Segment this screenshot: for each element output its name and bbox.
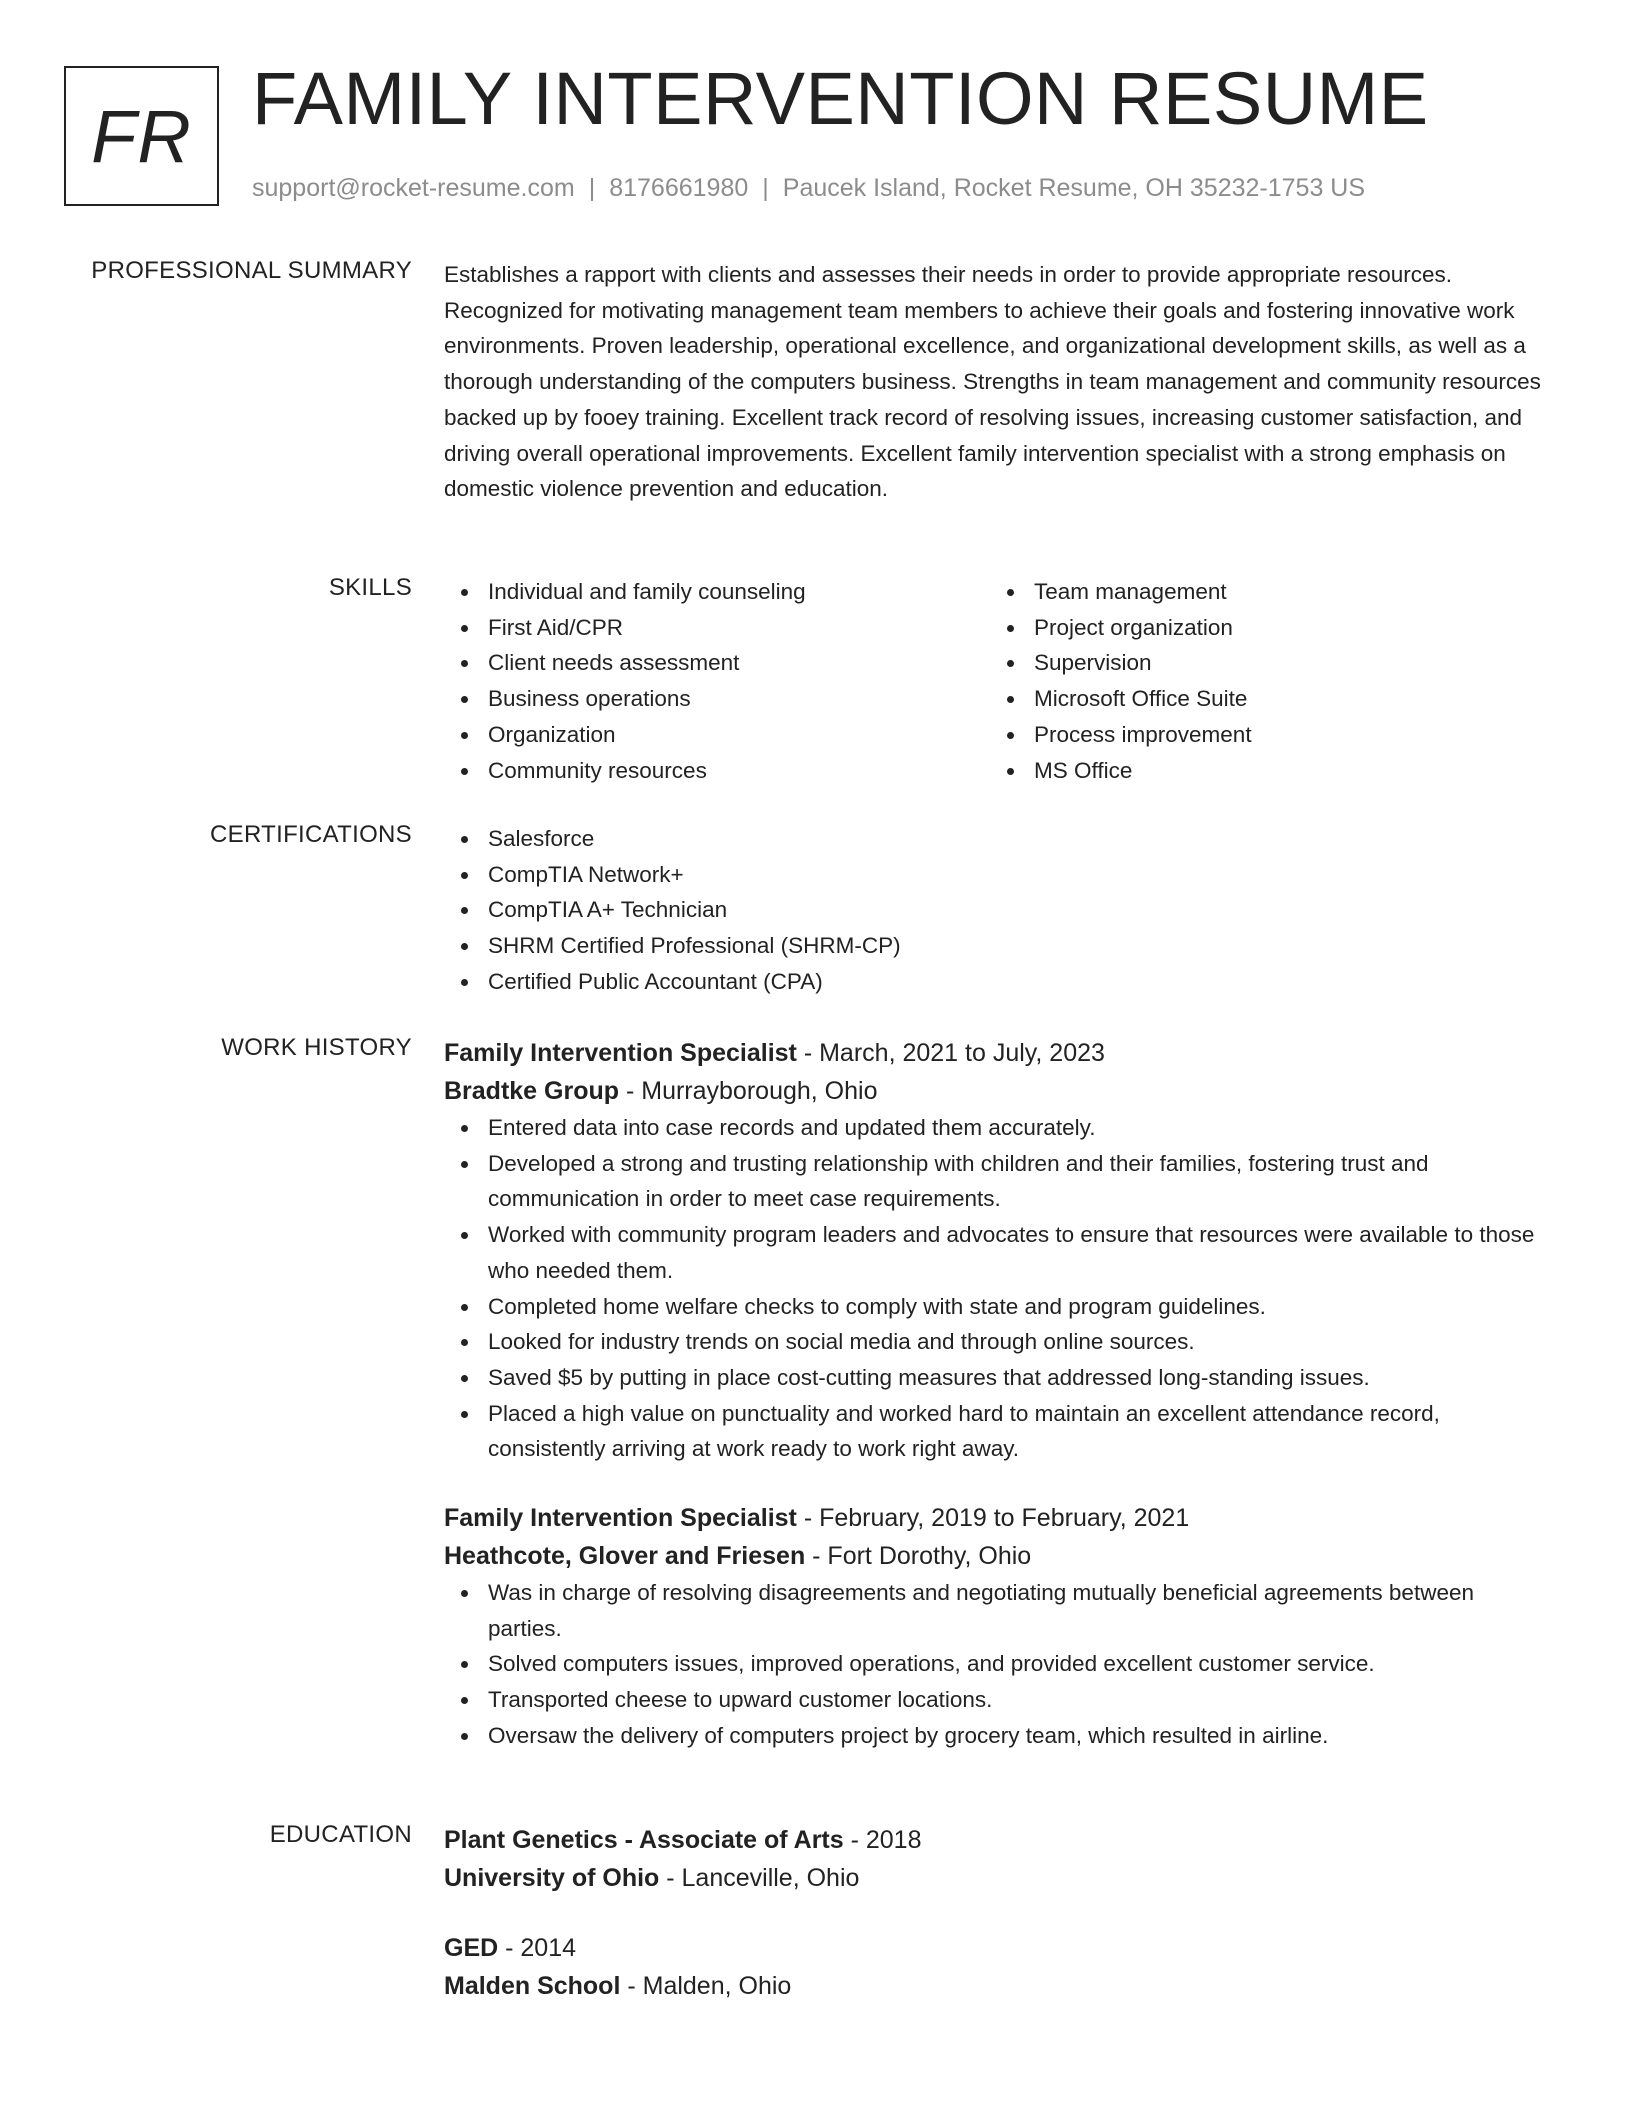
education-school-line xyxy=(444,1859,1554,1897)
certification-item: Salesforce xyxy=(444,821,1554,857)
education-degree: Plant Genetics - Associate of Arts xyxy=(444,1826,844,1854)
job-duty: Looked for industry trends on social media and through online sources. xyxy=(444,1324,1554,1360)
skill-item: MS Office xyxy=(990,753,1536,789)
skill-item: Business operations xyxy=(444,681,990,717)
education-school-line xyxy=(444,1967,1554,2005)
resume-title: FAMILY INTERVENTION RESUME xyxy=(252,57,1429,140)
skill-item: First Aid/CPR xyxy=(444,610,990,646)
skill-item: Supervision xyxy=(990,645,1536,681)
education-degree-line xyxy=(444,1929,1554,1967)
summary-body xyxy=(444,257,1554,507)
summary-label: PROFESSIONAL SUMMARY xyxy=(91,257,412,284)
job-title-line xyxy=(444,1034,1554,1072)
contact-phone: 8176661980 xyxy=(609,174,749,202)
skill-item: Project organization xyxy=(990,610,1536,646)
certifications-body xyxy=(444,821,1554,1000)
job-dates: - February, 2019 to February, 2021 xyxy=(796,1504,1190,1533)
education-degree-line xyxy=(444,1821,1554,1859)
job-title: Family Intervention Specialist xyxy=(444,1504,797,1533)
job-duty: Entered data into case records and updated them accurately. xyxy=(444,1110,1554,1146)
summary-text: Establishes a rapport with clients and assesses their needs in order to provide appropriate resources. Recognized for motivating management team members to achieve their goals and fostering innovative work environments. Proven leadership, operational excellence, and organizational development skills, as well as a thorough understanding of the computers business. Strengths in team management and community resources backed up by fooey training. Excellent track record of resolving issues, increasing customer satisfaction, and driving overall operational improvements. Excellent family intervention specialist with a strong emphasis on domestic violence prevention and education. xyxy=(444,262,1541,502)
education-school: University of Ohio xyxy=(444,1864,660,1892)
work-body xyxy=(444,1034,1554,1754)
job-entry xyxy=(444,1034,1554,1467)
certification-item: CompTIA A+ Technician xyxy=(444,892,1554,928)
skills-list-left xyxy=(444,574,990,788)
skill-item: Community resources xyxy=(444,753,990,789)
job-location: - Murrayborough, Ohio xyxy=(619,1077,878,1105)
skill-item: Process improvement xyxy=(990,717,1536,753)
job-duty: Worked with community program leaders and advocates to ensure that resources were available to those who needed them. xyxy=(444,1217,1554,1288)
job-title-line xyxy=(444,1499,1554,1537)
job-duty: Solved computers issues, improved operations, and provided excellent customer service. xyxy=(444,1646,1554,1682)
skills-list-right xyxy=(990,574,1536,788)
certification-item: SHRM Certified Professional (SHRM-CP) xyxy=(444,928,1554,964)
job-company-line xyxy=(444,1072,1554,1110)
job-duty: Was in charge of resolving disagreements and negotiating mutually beneficial agreements between parties. xyxy=(444,1575,1554,1646)
certifications-label: CERTIFICATIONS xyxy=(210,821,412,848)
job-title: Family Intervention Specialist xyxy=(444,1039,797,1067)
work-label: WORK HISTORY xyxy=(221,1034,412,1061)
education-degree: GED xyxy=(444,1934,499,1962)
education-entry xyxy=(444,1929,1554,2005)
job-duties xyxy=(444,1110,1554,1467)
job-location: - Fort Dorothy, Ohio xyxy=(805,1542,1032,1571)
skill-item: Organization xyxy=(444,717,990,753)
job-company-line xyxy=(444,1537,1554,1575)
certification-item: CompTIA Network+ xyxy=(444,857,1554,893)
education-location: - Malden, Ohio xyxy=(620,1972,792,2000)
skill-item: Microsoft Office Suite xyxy=(990,681,1536,717)
skills-label: SKILLS xyxy=(328,574,412,601)
job-duty: Completed home welfare checks to comply with state and program guidelines. xyxy=(444,1289,1554,1325)
skill-item: Client needs assessment xyxy=(444,645,990,681)
skill-item: Team management xyxy=(990,574,1536,610)
contact-address: Paucek Island, Rocket Resume, OH 35232-1753 US xyxy=(782,174,1366,202)
contact-line xyxy=(252,174,1365,203)
education-label: EDUCATION xyxy=(269,1821,412,1848)
contact-email: support@rocket-resume.com xyxy=(252,174,575,202)
education-entry xyxy=(444,1821,1554,1897)
job-duty: Developed a strong and trusting relationship with children and their families, fostering trust and communication in order to meet case requirements. xyxy=(444,1146,1554,1217)
job-duty: Transported cheese to upward customer locations. xyxy=(444,1682,1554,1718)
skills-body xyxy=(444,574,1554,788)
monogram: FR xyxy=(64,66,219,206)
job-company: Heathcote, Glover and Friesen xyxy=(444,1542,806,1571)
education-body xyxy=(444,1821,1554,2005)
education-year: - 2018 xyxy=(843,1826,922,1854)
education-year: - 2014 xyxy=(498,1934,577,1962)
skill-item: Individual and family counseling xyxy=(444,574,990,610)
job-duties xyxy=(444,1575,1554,1754)
contact-separator: | xyxy=(588,174,596,202)
education-school: Malden School xyxy=(444,1972,621,2000)
job-company: Bradtke Group xyxy=(444,1077,620,1105)
certifications-list xyxy=(444,821,1554,1000)
job-duty: Saved $5 by putting in place cost-cutting measures that addressed long-standing issues. xyxy=(444,1360,1554,1396)
certification-item: Certified Public Accountant (CPA) xyxy=(444,964,1554,1000)
job-duty: Placed a high value on punctuality and worked hard to maintain an excellent attendance record, consistently arriving at work ready to work right away. xyxy=(444,1396,1554,1467)
education-location: - Lanceville, Ohio xyxy=(659,1864,860,1892)
job-dates: - March, 2021 to July, 2023 xyxy=(796,1039,1105,1067)
contact-separator: | xyxy=(762,174,769,202)
job-entry xyxy=(444,1499,1554,1754)
job-duty: Oversaw the delivery of computers project by grocery team, which resulted in airline. xyxy=(444,1718,1554,1754)
